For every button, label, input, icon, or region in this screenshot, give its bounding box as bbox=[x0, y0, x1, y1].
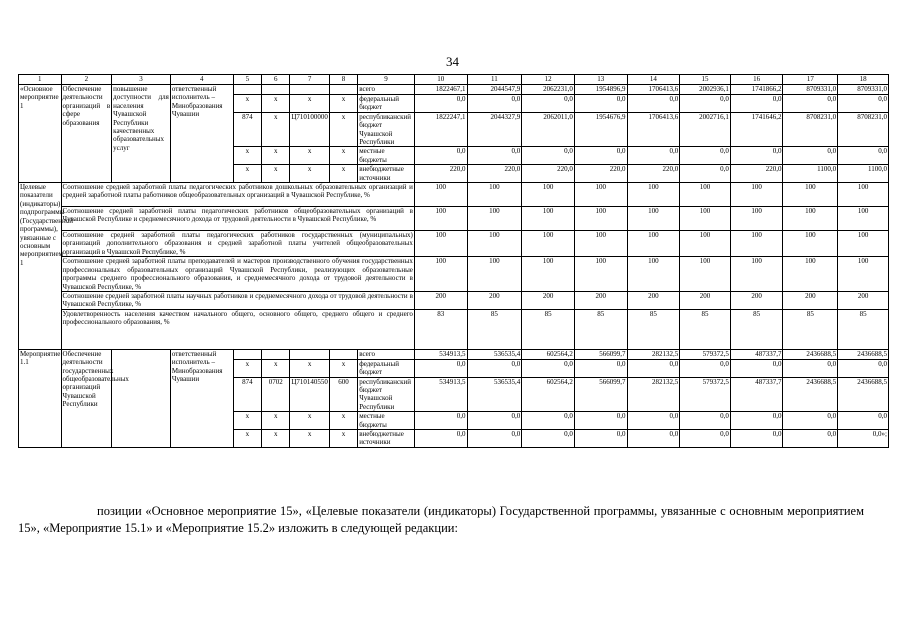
column-number: 6 bbox=[262, 75, 290, 85]
column-number: 12 bbox=[522, 75, 575, 85]
value-cell: 0,0 bbox=[838, 95, 889, 113]
code-expense-group: x bbox=[329, 147, 357, 165]
value-cell: 602564,2 bbox=[522, 349, 575, 359]
indicator-value: 100 bbox=[730, 231, 783, 257]
indicator-value: 100 bbox=[783, 257, 838, 292]
value-cell: 0,0 bbox=[522, 412, 575, 430]
value-cell: 2044327,9 bbox=[467, 112, 522, 147]
column-number-row bbox=[19, 75, 889, 85]
value-cell: 1954896,9 bbox=[574, 85, 627, 95]
value-cell: 0,0 bbox=[414, 412, 467, 430]
code-section: x bbox=[262, 429, 290, 447]
funding-source: внебюджетные источники bbox=[358, 429, 415, 447]
value-cell: 0,0»; bbox=[838, 429, 889, 447]
value-cell: 0,0 bbox=[783, 147, 838, 165]
value-cell: 0,0 bbox=[730, 147, 783, 165]
value-cell: 0,0 bbox=[783, 429, 838, 447]
value-cell: 220,0 bbox=[467, 165, 522, 183]
code-expense-group bbox=[329, 85, 357, 95]
value-cell: 579372,5 bbox=[680, 377, 731, 412]
indicator-value: 100 bbox=[730, 257, 783, 292]
measure-description: Обеспечение деятельности государственных общеобразовательных организаций Чувашской Республики bbox=[61, 349, 112, 447]
code-section: x bbox=[262, 147, 290, 165]
indicator-value: 100 bbox=[522, 207, 575, 231]
funding-source: внебюджетные источники bbox=[358, 165, 415, 183]
value-cell: 1741646,2 bbox=[730, 112, 783, 147]
code-grbs: 874 bbox=[233, 112, 261, 147]
indicator-value: 100 bbox=[680, 207, 731, 231]
value-cell: 0,0 bbox=[838, 412, 889, 430]
value-cell: 566099,7 bbox=[574, 377, 627, 412]
funding-source: республиканский бюджет Чувашской Республики bbox=[358, 112, 415, 147]
value-cell: 487337,7 bbox=[730, 349, 783, 359]
indicator-value: 100 bbox=[838, 257, 889, 292]
indicator-text: Соотношение средней заработной платы педагогических работников государственных (муниципальных) организаций дополнительного образования и средней заработной платы учителей общеобразовательных организаций в Чувашской Республике, % bbox=[62, 231, 413, 256]
value-cell: 0,0 bbox=[783, 95, 838, 113]
code-grbs: x bbox=[233, 95, 261, 113]
indicator-row bbox=[19, 257, 889, 292]
value-cell: 536535,4 bbox=[467, 349, 522, 359]
code-section: x bbox=[262, 412, 290, 430]
indicator-value: 100 bbox=[730, 207, 783, 231]
indicator-value: 85 bbox=[838, 309, 889, 349]
value-cell: 0,0 bbox=[680, 165, 731, 183]
indicator-value: 100 bbox=[414, 231, 467, 257]
measure-name: Мероприятие 1.1 bbox=[19, 349, 62, 447]
column-number: 18 bbox=[838, 75, 889, 85]
measure-description: Обеспечение деятельности организаций в сфере образования bbox=[61, 85, 112, 183]
code-target-article bbox=[290, 349, 329, 359]
indicator-row bbox=[19, 207, 889, 231]
value-cell: 0,0 bbox=[467, 412, 522, 430]
code-target-article: x bbox=[290, 165, 329, 183]
value-cell: 282132,5 bbox=[627, 349, 680, 359]
column-number: 9 bbox=[358, 75, 415, 85]
value-cell: 2436688,5 bbox=[783, 349, 838, 359]
indicator-value: 83 bbox=[414, 309, 467, 349]
value-cell: 0,0 bbox=[574, 95, 627, 113]
value-cell: 2062011,0 bbox=[522, 112, 575, 147]
value-cell: 0,0 bbox=[574, 147, 627, 165]
indicator-value: 200 bbox=[414, 291, 467, 309]
indicator-value: 200 bbox=[574, 291, 627, 309]
indicator-value: 85 bbox=[574, 309, 627, 349]
column-number: 10 bbox=[414, 75, 467, 85]
value-cell: 534913,5 bbox=[414, 349, 467, 359]
value-cell: 0,0 bbox=[467, 359, 522, 377]
value-cell: 2436688,5 bbox=[783, 377, 838, 412]
code-target-article: x bbox=[290, 412, 329, 430]
column-number: 11 bbox=[467, 75, 522, 85]
code-section bbox=[262, 85, 290, 95]
code-section: x bbox=[262, 165, 290, 183]
value-cell: 8709331,0 bbox=[838, 85, 889, 95]
value-cell: 0,0 bbox=[414, 147, 467, 165]
code-grbs: 874 bbox=[233, 377, 261, 412]
indicator-value: 100 bbox=[522, 257, 575, 292]
indicator-value: 100 bbox=[467, 257, 522, 292]
indicator-text: Соотношение средней заработной платы педагогических работников общеобразовательных организаций в Чувашской Республике и среднемесячного дохода от трудовой деятельности в Чувашской Республике, % bbox=[61, 207, 414, 231]
value-cell: 220,0 bbox=[627, 165, 680, 183]
indicator-value: 100 bbox=[574, 257, 627, 292]
value-cell: 0,0 bbox=[783, 359, 838, 377]
value-cell: 0,0 bbox=[467, 147, 522, 165]
table-row bbox=[19, 85, 889, 95]
value-cell: 566099,7 bbox=[574, 349, 627, 359]
indicator-value: 100 bbox=[838, 207, 889, 231]
indicator-value: 100 bbox=[574, 207, 627, 231]
indicator-value: 100 bbox=[627, 207, 680, 231]
indicator-value: 85 bbox=[467, 309, 522, 349]
value-cell: 0,0 bbox=[783, 412, 838, 430]
value-cell: 0,0 bbox=[730, 429, 783, 447]
indicator-value: 200 bbox=[730, 291, 783, 309]
indicator-value: 85 bbox=[522, 309, 575, 349]
value-cell: 0,0 bbox=[730, 412, 783, 430]
value-cell: 487337,7 bbox=[730, 377, 783, 412]
value-cell: 1100,0 bbox=[838, 165, 889, 183]
value-cell: 0,0 bbox=[414, 429, 467, 447]
value-cell: 2002716,1 bbox=[680, 112, 731, 147]
funding-source: местные бюджеты bbox=[358, 412, 415, 430]
indicator-row bbox=[19, 309, 889, 349]
code-grbs: x bbox=[233, 359, 261, 377]
value-cell: 0,0 bbox=[838, 147, 889, 165]
code-grbs: x bbox=[233, 165, 261, 183]
code-expense-group: x bbox=[329, 112, 357, 147]
column-number: 17 bbox=[783, 75, 838, 85]
indicator-value: 85 bbox=[680, 309, 731, 349]
value-cell: 0,0 bbox=[680, 95, 731, 113]
code-target-article: Ц710140550 bbox=[290, 377, 329, 412]
indicator-value: 100 bbox=[574, 231, 627, 257]
code-expense-group: x bbox=[329, 165, 357, 183]
value-cell: 1741866,2 bbox=[730, 85, 783, 95]
indicator-value: 100 bbox=[783, 183, 838, 207]
value-cell: 2436688,5 bbox=[838, 349, 889, 359]
code-target-article: x bbox=[290, 359, 329, 377]
value-cell: 8709331,0 bbox=[783, 85, 838, 95]
measure-goal bbox=[112, 349, 171, 447]
value-cell: 0,0 bbox=[627, 95, 680, 113]
value-cell: 0,0 bbox=[522, 95, 575, 113]
code-target-article: x bbox=[290, 429, 329, 447]
value-cell: 0,0 bbox=[680, 147, 731, 165]
funding-source: федеральный бюджет bbox=[358, 95, 415, 113]
column-number: 5 bbox=[233, 75, 261, 85]
table-row bbox=[19, 349, 889, 359]
code-expense-group: 600 bbox=[329, 377, 357, 412]
value-cell: 602564,2 bbox=[522, 377, 575, 412]
indicator-value: 200 bbox=[680, 291, 731, 309]
value-cell: 536535,4 bbox=[467, 377, 522, 412]
column-number: 13 bbox=[574, 75, 627, 85]
indicator-value: 100 bbox=[783, 207, 838, 231]
value-cell: 0,0 bbox=[838, 359, 889, 377]
value-cell: 220,0 bbox=[574, 165, 627, 183]
value-cell: 220,0 bbox=[730, 165, 783, 183]
value-cell: 282132,5 bbox=[627, 377, 680, 412]
value-cell: 1706413,6 bbox=[627, 85, 680, 95]
code-target-article: Ц710100000 bbox=[290, 112, 329, 147]
value-cell: 2002936,1 bbox=[680, 85, 731, 95]
indicator-value: 100 bbox=[680, 231, 731, 257]
indicator-row bbox=[19, 291, 889, 309]
indicator-value: 200 bbox=[467, 291, 522, 309]
code-expense-group: x bbox=[329, 95, 357, 113]
code-section: x bbox=[262, 359, 290, 377]
value-cell: 1100,0 bbox=[783, 165, 838, 183]
measure-goal: повышение доступности для населения Чувашской Республики качественных образовательных услуг bbox=[112, 85, 171, 183]
code-grbs: x bbox=[233, 429, 261, 447]
indicator-value: 85 bbox=[730, 309, 783, 349]
indicator-value: 100 bbox=[414, 257, 467, 292]
value-cell: 1822247,1 bbox=[414, 112, 467, 147]
value-cell: 0,0 bbox=[680, 359, 731, 377]
amendment-paragraph: позиции «Основное мероприятие 15», «Целевые показатели (индикаторы) Государственной программы, увязанные с основным мероприятием 15», «Мероприятие 15.1» и «Мероприятие 15.2» изложить в следующей редакции: bbox=[18, 504, 864, 535]
indicator-value: 85 bbox=[627, 309, 680, 349]
value-cell: 579372,5 bbox=[680, 349, 731, 359]
value-cell: 0,0 bbox=[627, 359, 680, 377]
indicator-value: 200 bbox=[522, 291, 575, 309]
funding-source: федеральный бюджет bbox=[358, 359, 415, 377]
indicator-row bbox=[19, 231, 889, 257]
column-number: 16 bbox=[730, 75, 783, 85]
code-grbs: x bbox=[233, 147, 261, 165]
funding-source: всего bbox=[358, 349, 415, 359]
column-number: 2 bbox=[61, 75, 112, 85]
responsible-executor: ответственный исполнитель – Минобразования Чувашии bbox=[170, 85, 233, 183]
value-cell: 220,0 bbox=[522, 165, 575, 183]
column-number: 4 bbox=[170, 75, 233, 85]
indicator-text: Соотношение средней заработной платы научных работников и среднемесячного дохода от трудовой деятельности в Чувашской Республике, % bbox=[62, 291, 413, 309]
code-target-article: x bbox=[290, 147, 329, 165]
code-section bbox=[262, 349, 290, 359]
indicator-value: 100 bbox=[627, 257, 680, 292]
value-cell: 534913,5 bbox=[414, 377, 467, 412]
code-expense-group: x bbox=[329, 429, 357, 447]
code-section: x bbox=[262, 112, 290, 147]
indicator-value: 100 bbox=[730, 183, 783, 207]
indicator-value: 100 bbox=[467, 207, 522, 231]
indicator-value: 100 bbox=[467, 231, 522, 257]
code-expense-group: x bbox=[329, 412, 357, 430]
code-target-article: x bbox=[290, 95, 329, 113]
code-grbs bbox=[233, 349, 261, 359]
value-cell: 0,0 bbox=[574, 429, 627, 447]
value-cell: 2062231,0 bbox=[522, 85, 575, 95]
indicator-value: 100 bbox=[522, 231, 575, 257]
value-cell: 0,0 bbox=[522, 147, 575, 165]
indicator-value: 200 bbox=[783, 291, 838, 309]
indicator-value: 100 bbox=[414, 183, 467, 207]
indicator-value: 100 bbox=[627, 183, 680, 207]
value-cell: 0,0 bbox=[574, 359, 627, 377]
program-table bbox=[18, 74, 889, 448]
indicator-value: 100 bbox=[574, 183, 627, 207]
value-cell: 1822467,1 bbox=[414, 85, 467, 95]
value-cell: 0,0 bbox=[414, 95, 467, 113]
indicator-value: 85 bbox=[783, 309, 838, 349]
code-grbs bbox=[233, 85, 261, 95]
column-number: 15 bbox=[680, 75, 731, 85]
indicator-value: 100 bbox=[627, 231, 680, 257]
value-cell: 8708231,0 bbox=[838, 112, 889, 147]
value-cell: 1706413,6 bbox=[627, 112, 680, 147]
indicator-value: 200 bbox=[838, 291, 889, 309]
column-number: 14 bbox=[627, 75, 680, 85]
indicator-text: Соотношение средней заработной платы преподавателей и мастеров производственного обучения государственных профессиональных образовательных организаций Чувашской Республики, реализующих образовательные программы среднего профессионального образования, и среднемесячного дохода от трудовой деятельности в Чувашской Республике, % bbox=[62, 257, 413, 291]
value-cell: 0,0 bbox=[467, 95, 522, 113]
value-cell: 1954676,9 bbox=[574, 112, 627, 147]
indicator-value: 100 bbox=[838, 183, 889, 207]
indicator-text: Соотношение средней заработной платы педагогических работников дошкольных образовательных организаций и средней заработной платы работников общеобразовательных организаций в Чувашской Республике, % bbox=[61, 183, 414, 207]
indicator-value: 100 bbox=[680, 257, 731, 292]
column-number: 3 bbox=[112, 75, 171, 85]
value-cell: 0,0 bbox=[522, 359, 575, 377]
indicator-row bbox=[19, 183, 889, 207]
column-number: 8 bbox=[329, 75, 357, 85]
value-cell: 2044547,9 bbox=[467, 85, 522, 95]
measure-name: «Основное мероприятие 1 bbox=[19, 85, 62, 183]
value-cell: 0,0 bbox=[680, 412, 731, 430]
indicator-value: 200 bbox=[627, 291, 680, 309]
code-section: x bbox=[262, 95, 290, 113]
value-cell: 0,0 bbox=[627, 147, 680, 165]
value-cell: 0,0 bbox=[627, 412, 680, 430]
code-target-article bbox=[290, 85, 329, 95]
indicator-value: 100 bbox=[414, 207, 467, 231]
indicator-value: 100 bbox=[680, 183, 731, 207]
value-cell: 0,0 bbox=[730, 359, 783, 377]
responsible-executor: ответственный исполнитель – Минобразования Чувашии bbox=[170, 349, 233, 447]
value-cell: 0,0 bbox=[522, 429, 575, 447]
value-cell: 0,0 bbox=[467, 429, 522, 447]
column-number: 1 bbox=[19, 75, 62, 85]
value-cell: 2436688,5 bbox=[838, 377, 889, 412]
funding-source: местные бюджеты bbox=[358, 147, 415, 165]
indicator-value: 100 bbox=[467, 183, 522, 207]
funding-source: всего bbox=[358, 85, 415, 95]
page-number: 34 bbox=[446, 54, 459, 69]
funding-source: республиканский бюджет Чувашской Республики bbox=[358, 377, 415, 412]
indicator-value: 100 bbox=[838, 231, 889, 257]
indicator-value: 100 bbox=[783, 231, 838, 257]
column-number: 7 bbox=[290, 75, 329, 85]
value-cell: 220,0 bbox=[414, 165, 467, 183]
indicator-text: Удовлетворенность населения качеством начального общего, основного общего, среднего общего и среднего профессионального образования, % bbox=[61, 309, 414, 349]
code-expense-group bbox=[329, 349, 357, 359]
code-section: 0702 bbox=[262, 377, 290, 412]
value-cell: 0,0 bbox=[680, 429, 731, 447]
value-cell: 0,0 bbox=[574, 412, 627, 430]
code-expense-group: x bbox=[329, 359, 357, 377]
value-cell: 0,0 bbox=[627, 429, 680, 447]
value-cell: 0,0 bbox=[414, 359, 467, 377]
value-cell: 8708231,0 bbox=[783, 112, 838, 147]
value-cell: 0,0 bbox=[730, 95, 783, 113]
indicators-label: Целевые показатели (индикаторы) подпрограммы (Государственной программы), увязанные с основным мероприятием 1 bbox=[19, 183, 62, 350]
indicator-value: 100 bbox=[522, 183, 575, 207]
code-grbs: x bbox=[233, 412, 261, 430]
